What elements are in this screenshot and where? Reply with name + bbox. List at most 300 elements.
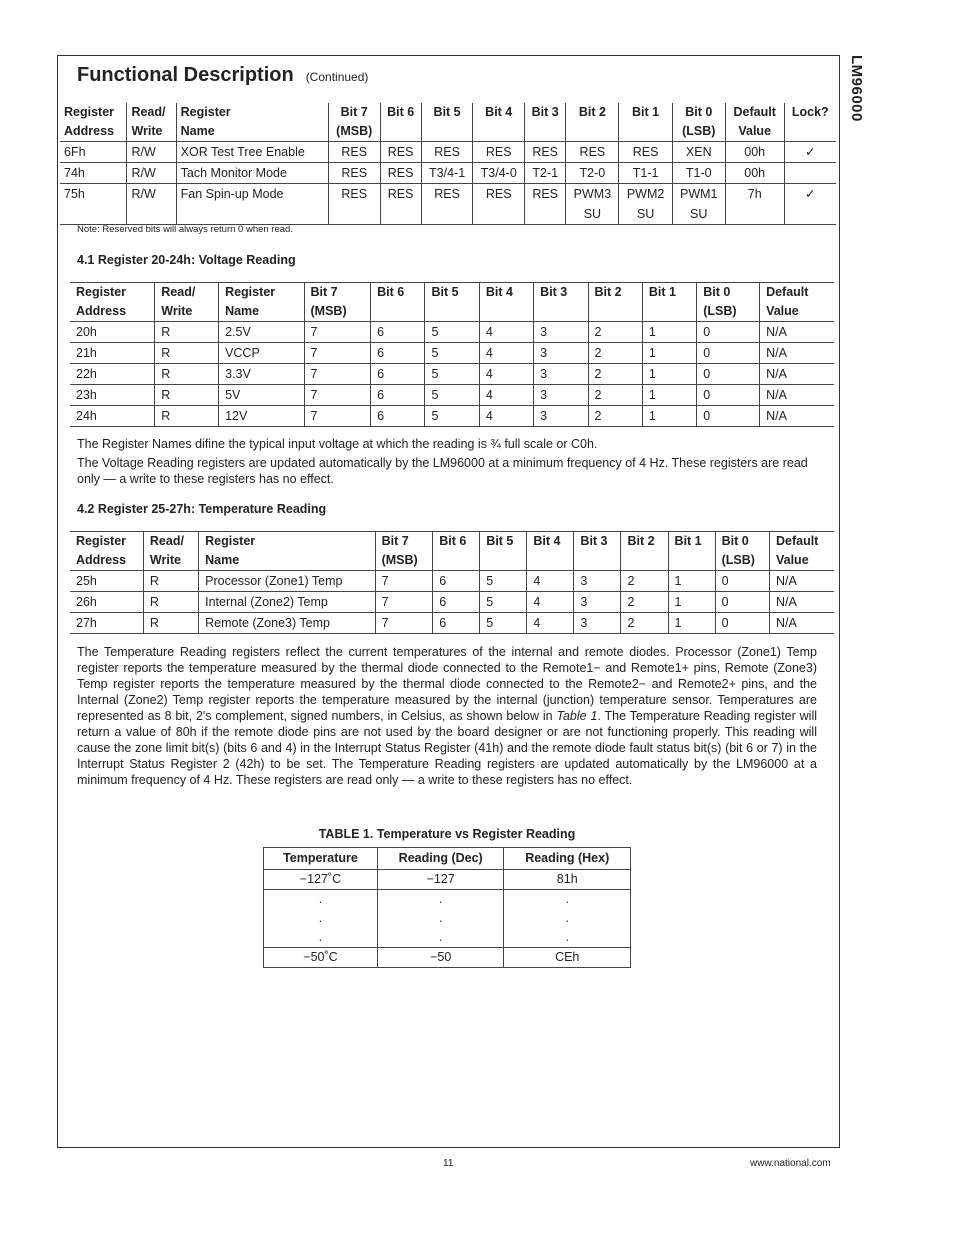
column-header [375,532,433,571]
temperature-paragraph-part-a: The Temperature Reading registers reflect the current temperatures of the internal and remote diodes. Processor (Zone1) Temp register reports the temperature measured by the thermal diode connected to the Remote1− and Remote1+ pins, Remote (Zone3) Temp register reports the temperature measured by the thermal diode connected to the Remote2− and Remote2+ pins, and the Internal (Zone2) Temp register reports the temperature measured by the internal (junction) temperature sensor. Temperatures are represented as 8 bit, 2's complement, signed numbers, in Celsius, as shown below in [77,645,817,723]
header-line-2 [675,551,709,570]
table-cell: 4 [527,613,574,634]
table-cell: PWM3 SU [566,184,619,225]
side-part-label: LM96000 [848,55,865,122]
table-cell: 7 [304,364,371,385]
header-line-1: Bit 1 [674,534,702,548]
table-header-row [264,848,631,870]
table-cell: 27h [76,616,97,630]
column-header [479,283,533,322]
table-row [70,613,834,634]
header-line-2: (MSB) [310,304,347,318]
ellipsis-cell [504,890,631,948]
header-line-2 [385,122,417,141]
table-cell: 6 [371,406,425,427]
table-cell: 7 [375,592,433,613]
table-cell: CEh [504,948,631,968]
header-line-1: Register [76,534,127,548]
dot: . [438,911,443,925]
table-cell: 1 [642,364,696,385]
header-reading-dec: Reading (Dec) [377,848,504,870]
column-header [425,283,479,322]
header-line-1: Bit 6 [377,285,405,299]
table-1-caption: TABLE 1. Temperature vs Register Reading [318,827,576,841]
table-cell: 0 [715,592,769,613]
table-cell: 6 [433,571,480,592]
column-header [672,103,725,142]
header-line-1: Bit 7 [340,105,368,119]
header-line-2 [439,551,473,570]
table-row [70,406,834,427]
table-cell: N/A [760,385,834,406]
header-line-1: Bit 2 [594,285,622,299]
table-cell: R [155,322,219,343]
table-cell: Fan Spin-up Mode [176,184,328,225]
table-cell: N/A [769,592,834,613]
dot: . [318,892,323,906]
table-cell: 3 [534,385,588,406]
table-cell: R/W [127,163,176,184]
table-cell: 7 [304,406,371,427]
table-cell: R [155,385,219,406]
table-cell: RES [380,184,421,225]
header-line-2 [540,302,581,321]
header-line-2 [486,302,527,321]
header-line-1: Read/ [161,285,196,299]
table-cell: PWM2 SU [619,184,672,225]
table-cell: 25h [76,574,97,588]
table-cell: RES [619,142,672,163]
header-line-1: Read/ [149,534,184,548]
table-cell: RES [473,184,525,225]
table-cell: T1-0 [672,163,725,184]
header-line-2: Address [64,124,115,138]
header-line-1: Bit 0 [721,534,749,548]
table-cell: N/A [760,322,834,343]
header-line-1: Bit 2 [578,105,606,119]
header-line-1: Default [775,534,819,548]
table-cell: T3/4-0 [473,163,525,184]
table-cell: Processor (Zone1) Temp [199,571,375,592]
header-line-2 [623,122,667,141]
table-cell: 74h [64,166,85,180]
table-cell: 6 [371,385,425,406]
table-cell: R [143,571,198,592]
table-cell: 4 [527,592,574,613]
header-line-1: Default [766,285,809,299]
table-cell: RES [328,163,380,184]
table-cell: 6 [371,343,425,364]
table-cell: N/A [760,343,834,364]
header-line-2: Name [180,124,215,138]
dot: . [318,911,323,925]
header-line-2: (MSB) [336,124,373,138]
header-line-2 [431,302,472,321]
table-cell: 7h [725,184,784,225]
table-cell: 6 [433,613,480,634]
column-header [725,103,784,142]
table-cell: 7 [375,571,433,592]
table-cell [784,163,836,184]
header-line-2 [477,122,520,141]
table-cell: 6 [371,322,425,343]
voltage-section-title: 4.1 Register 20-24h: Voltage Reading [77,253,296,267]
temperature-paragraph [77,644,817,788]
table-row [70,592,834,613]
table-cell: RES [421,142,473,163]
reserved-note: Note: Reserved bits will always return 0 when read. [77,224,293,235]
table-cell: 3 [534,343,588,364]
header-line-1: Register [205,534,256,548]
table-row [70,571,834,592]
column-header [70,532,143,571]
table-cell: N/A [769,571,834,592]
column-header [421,103,473,142]
table-cell: 24h [76,409,97,423]
table-cell: 00h [725,163,784,184]
column-header [380,103,421,142]
table-cell: Remote (Zone3) Temp [199,613,375,634]
table-cell: R [143,613,198,634]
table-cell: 3 [534,322,588,343]
dot: . [565,892,569,906]
table-cell: 1 [668,613,715,634]
table-cell: 2 [588,364,642,385]
header-line-2 [486,551,520,570]
header-line-1: Register [225,285,276,299]
header-line-1: Bit 0 [703,285,731,299]
table-row [60,163,836,184]
header-line-1: Bit 3 [531,105,559,119]
table-cell: RES [328,142,380,163]
table-cell: 3 [574,592,621,613]
column-header [760,283,834,322]
page-number: 11 [443,1158,454,1169]
table-cell: 1 [668,592,715,613]
header-line-2: Address [76,304,127,318]
table-cell: 4 [479,343,533,364]
table-cell: R [155,406,219,427]
table-cell: 12V [219,406,304,427]
table-cell: RES [421,184,473,225]
table-cell: RES [380,163,421,184]
table-cell: RES [525,142,566,163]
column-header [127,103,176,142]
column-header [715,532,769,571]
header-line-1: Default [733,105,776,119]
table-row-ellipsis [264,890,631,948]
temperature-section-title: 4.2 Register 25-27h: Temperature Reading [77,502,327,516]
header-line-2: Write [161,304,193,318]
column-header [328,103,380,142]
header-line-1: Bit 1 [632,105,660,119]
table-cell: T2-1 [525,163,566,184]
header-line-2: Value [738,124,772,138]
column-header [143,532,198,571]
table-cell: 4 [479,322,533,343]
dot: . [565,930,569,944]
header-line-2 [533,551,567,570]
header-reading-hex: Reading (Hex) [504,848,631,870]
table-row [70,322,834,343]
table-cell: 00h [725,142,784,163]
table-cell: N/A [760,364,834,385]
table-cell: 2 [588,406,642,427]
table-row [70,364,834,385]
header-line-1: Bit 3 [580,534,608,548]
table-cell: 4 [479,364,533,385]
header-line-1: Bit 5 [431,285,459,299]
footer-url: www.national.com [750,1158,831,1169]
table-cell: 5 [425,364,479,385]
table-cell: 0 [697,322,760,343]
table-header-row [70,283,834,322]
table-cell: −50 [377,948,504,968]
header-line-1: Bit 5 [433,105,461,119]
header-line-1: Bit 6 [387,105,415,119]
table-cell: R/W [127,184,176,225]
table-row [60,142,836,163]
table-row [264,948,631,968]
table-cell: ✓ [784,184,836,225]
table-cell: 26h [76,595,97,609]
header-line-1: Bit 2 [627,534,655,548]
table-cell: 2 [621,592,668,613]
table-cell: 0 [697,406,760,427]
table-cell: N/A [769,613,834,634]
dot: . [438,930,443,944]
header-line-1: Lock? [791,105,829,119]
table-cell: RES [328,184,380,225]
header-line-1: Bit 5 [486,534,514,548]
dot: . [438,892,443,906]
table-cell: VCCP [219,343,304,364]
heading-title: Functional Description [77,64,294,86]
table-cell: 7 [304,385,371,406]
header-line-1: Register [64,105,115,119]
table-cell: R/W [127,142,176,163]
voltage-register-table [70,282,834,427]
table-cell: 1 [642,322,696,343]
header-line-1: Bit 7 [310,285,338,299]
ellipsis-cell [377,890,504,948]
table-cell: 5V [219,385,304,406]
table-cell: 6 [433,592,480,613]
header-line-1: Bit 3 [540,285,568,299]
table-cell: 3 [574,613,621,634]
header-line-1: Bit 4 [485,105,513,119]
table-cell: 5 [425,322,479,343]
table-cell: 5 [425,343,479,364]
table-cell: −127 [377,870,504,890]
table-cell: 0 [697,343,760,364]
header-temperature: Temperature [264,848,378,870]
header-line-2 [649,302,690,321]
header-line-2: Write [131,124,163,138]
table-cell: 3 [534,364,588,385]
dot: . [318,930,323,944]
column-header [70,283,155,322]
table-row [264,870,631,890]
voltage-paragraph-2: The Voltage Reading registers are updated automatically by the LM96000 at a minimum frequency of 4 Hz. These registers are read only — a write to these registers has no effect. [77,456,808,486]
header-line-2 [595,302,636,321]
table-cell: −50˚C [264,948,378,968]
column-header [566,103,619,142]
column-header [769,532,834,571]
table-cell: 2 [621,613,668,634]
table-cell: R [143,592,198,613]
table-cell: XEN [672,142,725,163]
table-cell: 3 [534,406,588,427]
column-header [480,532,527,571]
header-line-1: Bit 4 [485,285,513,299]
table-1-reference: Table 1 [556,709,598,723]
register-lock-table [60,103,836,225]
table-header-row [70,532,834,571]
table-cell: 20h [76,325,97,339]
column-header [473,103,525,142]
table-cell: 21h [76,346,97,360]
header-line-1: Register [76,285,127,299]
column-header [784,103,836,142]
header-line-1: Bit 6 [439,534,467,548]
table-cell: R [155,364,219,385]
header-line-2 [377,302,418,321]
column-header [525,103,566,142]
column-header [619,103,672,142]
table-cell: 1 [668,571,715,592]
table-cell: 7 [304,343,371,364]
temperature-vs-reading-table [263,847,631,968]
table-cell: Internal (Zone2) Temp [199,592,375,613]
section-heading [77,64,368,87]
table-cell: 0 [697,364,760,385]
table-cell: 5 [480,613,527,634]
table-row [70,343,834,364]
table-cell: 0 [715,613,769,634]
column-header [642,283,696,322]
column-header [527,532,574,571]
header-line-2: Write [149,553,181,567]
header-line-1: Bit 7 [381,534,409,548]
header-line-2: Value [766,304,799,318]
table-cell: R [155,343,219,364]
header-line-2 [627,551,661,570]
table-cell: Tach Monitor Mode [176,163,328,184]
table-cell: 2 [621,571,668,592]
table-cell: T1-1 [619,163,672,184]
table-cell: RES [473,142,525,163]
table-cell: 5 [480,592,527,613]
table-cell: 4 [527,571,574,592]
table-cell: 2 [588,343,642,364]
table-cell: 5 [425,406,479,427]
table-cell: 22h [76,367,97,381]
header-line-1: Bit 0 [685,105,713,119]
header-line-2: Name [205,553,240,567]
column-header [60,103,127,142]
header-line-2 [529,122,561,141]
header-line-2: (LSB) [682,124,716,138]
column-header [534,283,588,322]
table-row [60,184,836,225]
table-cell: 5 [425,385,479,406]
column-header [621,532,668,571]
table-cell: 1 [642,343,696,364]
column-header [155,283,219,322]
column-header [668,532,715,571]
table-cell: −127˚C [264,870,378,890]
header-line-2 [426,122,469,141]
header-line-2: (MSB) [381,553,418,567]
header-line-2: Value [775,553,809,567]
table-cell: 1 [642,385,696,406]
header-line-1: Bit 4 [533,534,561,548]
column-header [199,532,375,571]
header-line-1: Read/ [131,105,166,119]
table-row [70,385,834,406]
table-cell: 2.5V [219,322,304,343]
column-header [433,532,480,571]
header-line-2: Name [225,304,260,318]
table-cell: XOR Test Tree Enable [176,142,328,163]
header-line-2: (LSB) [721,553,755,567]
table-cell: 81h [504,870,631,890]
table-cell: 4 [479,385,533,406]
table-cell: 0 [697,385,760,406]
table-cell: RES [380,142,421,163]
table-cell: 0 [715,571,769,592]
header-line-1: Register [180,105,231,119]
header-line-2 [570,122,614,141]
dot: . [565,911,569,925]
table-cell: ✓ [784,142,836,163]
table-cell: 2 [588,385,642,406]
column-header [304,283,371,322]
header-line-2: (LSB) [703,304,737,318]
temperature-register-table [70,531,834,634]
table-cell: 4 [479,406,533,427]
table-cell: 7 [304,322,371,343]
table-cell: T2-0 [566,163,619,184]
table-cell: T3/4-1 [421,163,473,184]
column-header [371,283,425,322]
table-cell: 6 [371,364,425,385]
table-cell: PWM1 SU [672,184,725,225]
table-cell: 5 [480,571,527,592]
table-cell: 2 [588,322,642,343]
voltage-paragraph-1: The Register Names difine the typical input voltage at which the reading is ¾ full scale or C0h. [77,437,598,451]
heading-continued: (Continued) [305,70,369,84]
column-header [574,532,621,571]
table-cell: 3.3V [219,364,304,385]
header-line-2 [789,122,832,141]
table-cell: 23h [76,388,97,402]
table-cell: 1 [642,406,696,427]
table-cell: N/A [760,406,834,427]
ellipsis-cell [264,890,378,948]
table-cell: 75h [64,187,85,201]
column-header [219,283,304,322]
column-header [588,283,642,322]
column-header [176,103,328,142]
header-line-2: Address [76,553,127,567]
header-line-1: Bit 1 [648,285,676,299]
table-cell: RES [566,142,619,163]
table-cell: 6Fh [64,145,86,159]
column-header [697,283,760,322]
table-cell: 7 [375,613,433,634]
